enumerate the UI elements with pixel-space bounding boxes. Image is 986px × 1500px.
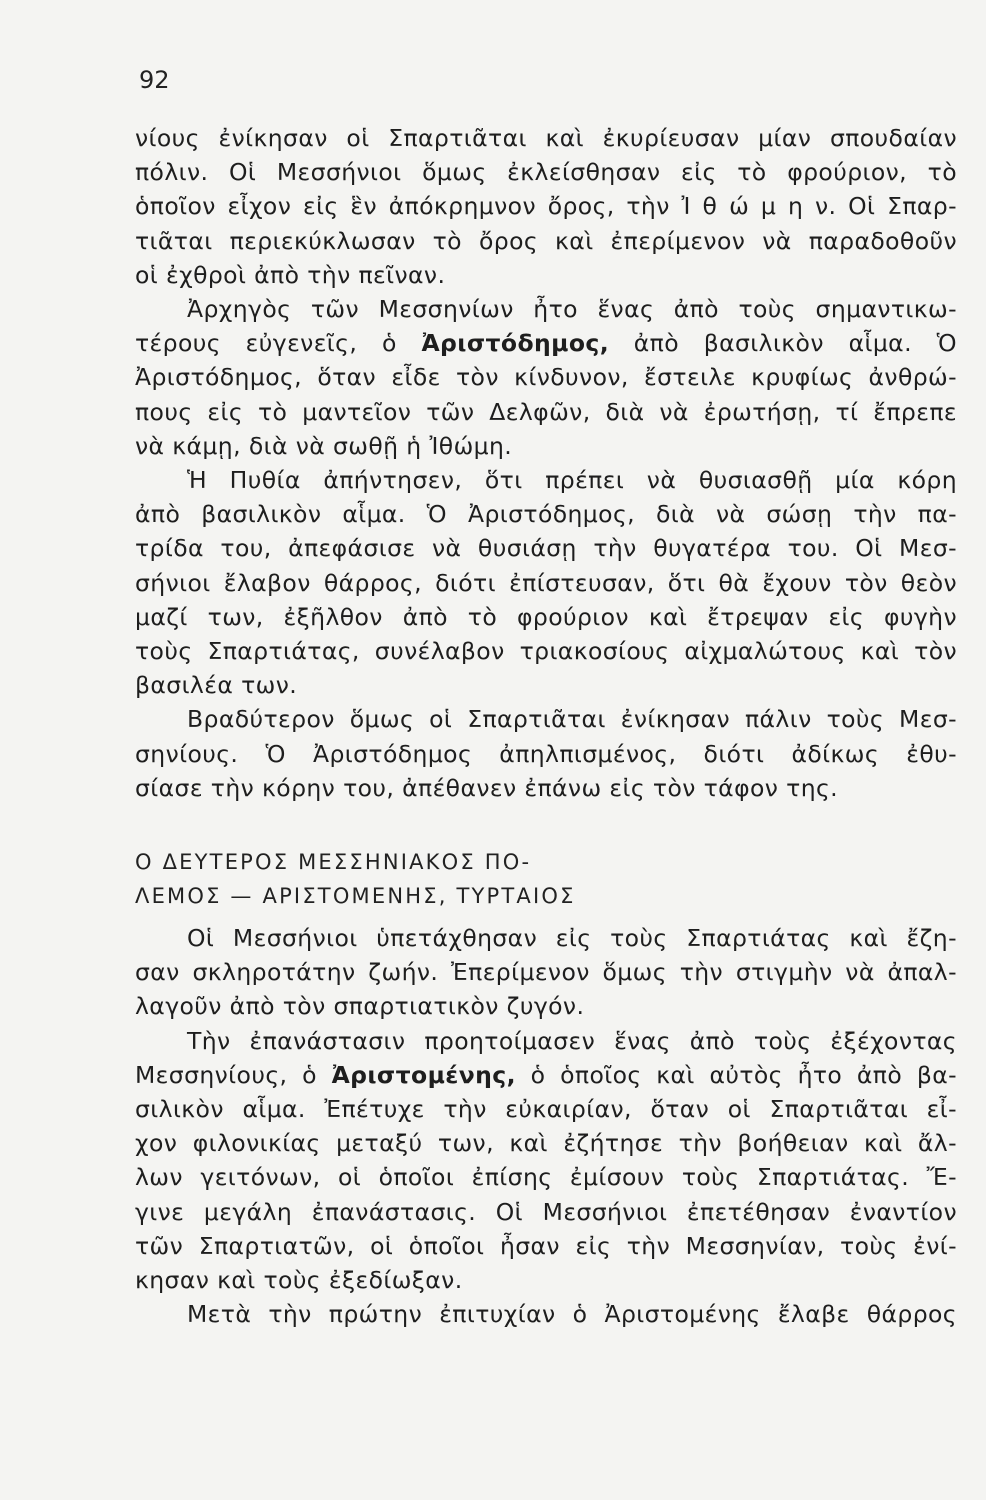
- text-line: οἱ ἐχθροὶ ἀπὸ τὴν πεῖναν.: [135, 260, 446, 289]
- text-line: χον φιλονικίας μεταξύ των, καὶ ἐζήτησε τὴν βοήθειαν καὶ ἄλ-: [135, 1129, 957, 1158]
- text-line: ἀπὸ βασιλικὸν αἷμα. Ὁ Ἀριστόδημος, διὰ νὰ σώσῃ τὴν πα-: [135, 500, 957, 529]
- text-line: Οἱ Μεσσήνιοι ὑπετάχθησαν εἰς τοὺς Σπαρτιάτας καὶ ἔζη-: [187, 924, 957, 952]
- text-line: λαγοῦν ἀπὸ τὸν σπαρτιατικὸν ζυγόν.: [135, 992, 585, 1021]
- text-line: [135, 326, 957, 360]
- text-line: [135, 1058, 957, 1092]
- paragraph-6: [135, 1024, 957, 1298]
- text-line: γινε μεγάλη ἐπανάστασις. Οἱ Μεσσήνιοι ἐπετέθησαν ἐναντίον: [135, 1197, 957, 1226]
- heading-line: ΛΕΜΟΣ — ΑΡΙΣΤΟΜΕΝΗΣ, ΤΥΡΤΑΙΟΣ: [135, 884, 576, 908]
- text-line: τῶν Σπαρτιατῶν, οἱ ὁποῖοι ἦσαν εἰς τὴν Μεσσηνίαν, τοὺς ἐνί-: [135, 1231, 957, 1260]
- text-run: τέρους εὐγενεῖς, ὁ: [135, 329, 422, 358]
- paragraph-4: [135, 702, 957, 805]
- text-line: βασιλέα των.: [135, 671, 298, 700]
- text-line: κησαν καὶ τοὺς ἐξεδίωξαν.: [135, 1266, 463, 1295]
- text-line: Μετὰ τὴν πρώτην ἐπιτυχίαν ὁ Ἀριστομένης ἔλαβε θάρρος: [187, 1300, 957, 1329]
- text-line: σηνίους. Ὁ Ἀριστόδημος ἀπηλπισμένος, διότι ἀδίκως ἐθυ-: [135, 739, 957, 768]
- text-run: ὁ ὁποῖος καὶ αὐτὸς ἦτο ἀπὸ βα-: [515, 1060, 957, 1089]
- text-line: Βραδύτερον ὅμως οἱ Σπαρτιᾶται ἐνίκησαν πάλιν τοὺς Μεσ-: [187, 705, 957, 734]
- section-first-war-text: [135, 121, 957, 805]
- section-second-war-text: [135, 921, 957, 1331]
- text-line: νὰ κάμῃ, διὰ νὰ σωθῇ ἡ Ἰθώμη.: [135, 431, 513, 460]
- paragraph-1: [135, 121, 957, 292]
- text-run: ἀπὸ βασιλικὸν αἷμα. Ὁ: [609, 329, 957, 358]
- text-line: σήνιοι ἔλαβον θάρρος, διότι ἐπίστευσαν, ὅτι θὰ ἔχουν τὸν θεὸν: [135, 568, 957, 597]
- text-line: λων γειτόνων, οἱ ὁποῖοι ἐπίσης ἐμίσουν τοὺς Σπαρτιάτας. Ἔ-: [135, 1163, 957, 1192]
- bold-name-aristomenes: Ἀριστομένης,: [331, 1060, 516, 1089]
- text-line: σίασε τὴν κόρην του, ἀπέθανεν ἐπάνω εἰς τὸν τάφον της.: [135, 773, 839, 802]
- paragraph-2: [135, 292, 957, 463]
- text-line: νίους ἐνίκησαν οἱ Σπαρτιᾶται καὶ ἐκυρίευσαν μίαν σπουδαίαν: [135, 124, 957, 152]
- text-line: τρίδα του, ἀπεφάσισε νὰ θυσιάσῃ τὴν θυγατέρα του. Οἱ Μεσ-: [135, 534, 957, 563]
- text-line: Ἡ Πυθία ἀπήντησεν, ὅτι πρέπει νὰ θυσιασθῇ μία κόρη: [187, 466, 957, 495]
- text-line: πόλιν. Οἱ Μεσσήνιοι ὅμως ἐκλείσθησαν εἰς τὸ φρούριον, τὸ: [135, 158, 957, 187]
- paragraph-3: [135, 463, 957, 702]
- heading-line: Ο ΔΕΥΤΕΡΟΣ ΜΕΣΣΗΝΙΑΚΟΣ ΠΟ-: [135, 850, 532, 874]
- text-line: σιλικὸν αἷμα. Ἐπέτυχε τὴν εὐκαιρίαν, ὅταν οἱ Σπαρτιᾶται εἶ-: [135, 1095, 957, 1124]
- text-line: πους εἰς τὸ μαντεῖον τῶν Δελφῶν, διὰ νὰ ἐρωτήσῃ, τί ἔπρεπε: [135, 397, 957, 426]
- paragraph-5: [135, 921, 957, 1024]
- paragraph-7: [135, 1297, 957, 1331]
- text-line: μαζί των, ἐξῆλθον ἀπὸ τὸ φρούριον καὶ ἔτρεψαν εἰς φυγὴν: [135, 602, 957, 631]
- text-run: Μεσσηνίους, ὁ: [135, 1060, 332, 1089]
- page-number: 92: [139, 66, 170, 94]
- text-line: σαν σκληροτάτην ζωήν. Ἐπερίμενον ὅμως τὴν στιγμὴν νὰ ἀπαλ-: [135, 958, 957, 987]
- text-line: ὁποῖον εἶχον εἰς ἓν ἀπόκρημνον ὄρος, τὴν Ἰ θ ώ μ η ν. Οἱ Σπαρ-: [135, 192, 957, 221]
- text-line: Τὴν ἐπανάστασιν προητοίμασεν ἕνας ἀπὸ τοὺς ἐξέχοντας: [187, 1026, 957, 1055]
- text-line: Ἀριστόδημος, ὅταν εἶδε τὸν κίνδυνον, ἔστειλε κρυφίως ἀνθρώ-: [135, 363, 957, 392]
- bold-name-aristodemos: Ἀριστόδημος,: [421, 329, 610, 358]
- section-heading: [135, 845, 695, 913]
- text-line: τιᾶται περιεκύκλωσαν τὸ ὄρος καὶ ἐπερίμενον νὰ παραδοθοῦν: [135, 226, 957, 255]
- text-line: τοὺς Σπαρτιάτας, συνέλαβον τριακοσίους αἰχμαλώτους καὶ τὸν: [135, 637, 957, 666]
- text-line: Ἀρχηγὸς τῶν Μεσσηνίων ἦτο ἕνας ἀπὸ τοὺς σημαντικω-: [187, 295, 957, 324]
